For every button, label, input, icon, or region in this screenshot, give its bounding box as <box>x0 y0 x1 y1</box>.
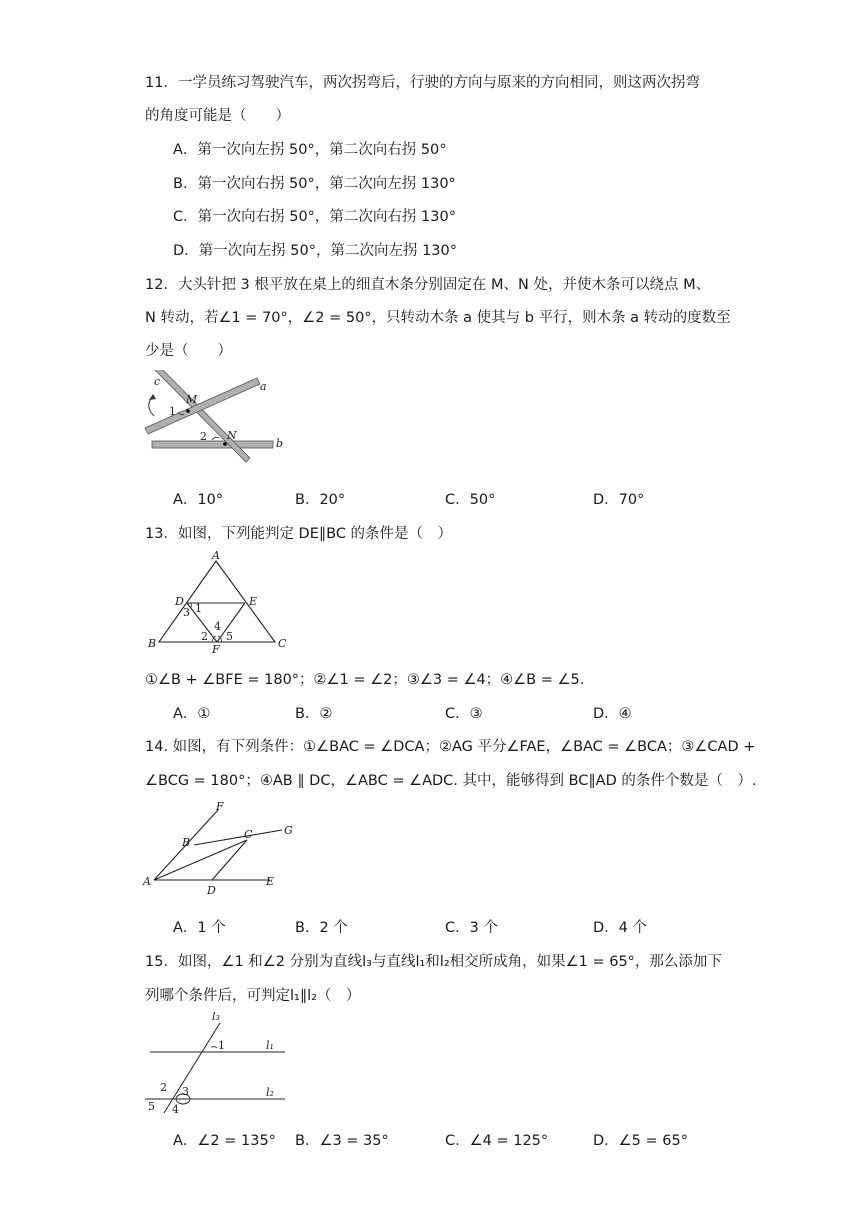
stick-b <box>152 441 273 448</box>
stick-a <box>145 378 260 434</box>
label-a: a <box>260 380 267 393</box>
q13-option-a: A．① <box>173 706 211 722</box>
q11-option-a: A．第一次向左拐 50°，第二次向右拐 50° <box>173 142 447 158</box>
label-c: c <box>154 375 161 388</box>
q15-option-b: B．∠3 = 35° <box>295 1133 389 1149</box>
q14-text-line2: ∠BCG = 180°；④AB ∥ DC，∠ABC = ∠ADC. 其中，能够得到 BC∥AD 的条件个数是（ ）. <box>145 773 757 789</box>
q13-figure <box>145 550 295 655</box>
q14-text-line1: 14. 如图，有下列条件：①∠BAC = ∠DCA；②AG 平分∠FAE，∠BAC = ∠BCA；③∠CAD + <box>145 739 756 755</box>
label-n: N <box>227 429 237 442</box>
label-angle-2: 2 <box>201 630 208 643</box>
label-g: G <box>284 824 293 837</box>
q14-option-d: D．4 个 <box>593 920 647 936</box>
q14-figure <box>140 798 300 898</box>
q11-text-line1: 11．一学员练习驾驶汽车，两次拐弯后，行驶的方向与原来的方向相同，则这两次拐弯 <box>145 75 700 91</box>
label-a: A <box>212 550 220 562</box>
pin-n <box>223 442 227 446</box>
q11-option-c: C．第一次向右拐 50°，第二次向右拐 130° <box>173 209 456 225</box>
label-f: F <box>216 800 224 813</box>
label-angle-5: 5 <box>148 1100 155 1113</box>
label-m: M <box>186 393 198 406</box>
q12-text-line2: N 转动，若∠1 = 70°，∠2 = 50°，只转动木条 a 使其与 b 平行，则木条 a 转动的度数至 <box>145 310 731 326</box>
label-angle-3: 3 <box>183 606 190 619</box>
q12-text-line1: 12．大头针把 3 根平放在桌上的细直木条分别固定在 M、N 处，并使木条可以绕点 M、 <box>145 277 711 293</box>
q15-option-d: D．∠5 = 65° <box>593 1133 688 1149</box>
label-angle-4: 4 <box>172 1103 179 1116</box>
label-angle-4: 4 <box>214 620 221 633</box>
q11-text-line2: 的角度可能是（ ） <box>145 108 290 124</box>
label-angle-5: 5 <box>226 630 233 643</box>
q13-option-c: C．③ <box>445 706 483 722</box>
pin-m <box>186 409 190 413</box>
q12-figure <box>140 370 300 475</box>
label-l2: l₂ <box>266 1086 274 1099</box>
q11-option-b: B．第一次向右拐 50°，第二次向左拐 130° <box>173 176 456 192</box>
label-angle-1: 1 <box>169 405 176 418</box>
label-angle-1: 1 <box>218 1039 225 1052</box>
label-l3: l₃ <box>212 1012 220 1023</box>
q14-option-c: C．3 个 <box>445 920 498 936</box>
q13-conditions: ①∠B + ∠BFE = 180°；②∠1 = ∠2；③∠3 = ∠4；④∠B = ∠5. <box>145 672 585 688</box>
label-angle-2: 2 <box>200 430 207 443</box>
q14-option-b: B．2 个 <box>295 920 348 936</box>
label-l1: l₁ <box>266 1039 274 1052</box>
q14-option-a: A．1 个 <box>173 920 226 936</box>
label-b: B <box>182 836 191 849</box>
q12-option-a: A．10° <box>173 492 224 508</box>
q12-option-d: D．70° <box>593 492 645 508</box>
q13-text-line1: 13．如图，下列能判定 DE∥BC 的条件是（ ） <box>145 526 453 542</box>
label-e: E <box>249 595 258 608</box>
q15-text-line2: 列哪个条件后，可判定l₁∥l₂（ ） <box>145 988 361 1004</box>
q12-option-c: C．50° <box>445 492 496 508</box>
label-d: D <box>175 595 184 608</box>
q15-figure <box>140 1012 300 1117</box>
q15-option-c: C．∠4 = 125° <box>445 1133 549 1149</box>
label-a: A <box>143 875 151 888</box>
label-f: F <box>212 643 220 655</box>
q15-text-line1: 15．如图，∠1 和∠2 分别为直线l₃与直线l₁和l₂相交所成角，如果∠1 = 65°，那么添加下 <box>145 954 722 970</box>
label-angle-2: 2 <box>160 1081 167 1094</box>
label-angle-3: 3 <box>182 1085 189 1098</box>
label-c: C <box>244 828 253 841</box>
q13-option-b: B．② <box>295 706 333 722</box>
label-c: C <box>278 637 287 650</box>
q13-option-d: D．④ <box>593 706 632 722</box>
label-e: E <box>266 875 275 888</box>
q11-option-d: D．第一次向左拐 50°，第二次向左拐 130° <box>173 243 458 259</box>
q12-option-b: B．20° <box>295 492 346 508</box>
q15-option-a: A．∠2 = 135° <box>173 1133 276 1149</box>
q12-text-line3: 少是（ ） <box>145 343 232 359</box>
label-angle-1: 1 <box>195 602 202 615</box>
label-d: D <box>207 884 216 897</box>
label-b: b <box>276 437 284 450</box>
label-b: B <box>148 637 157 650</box>
